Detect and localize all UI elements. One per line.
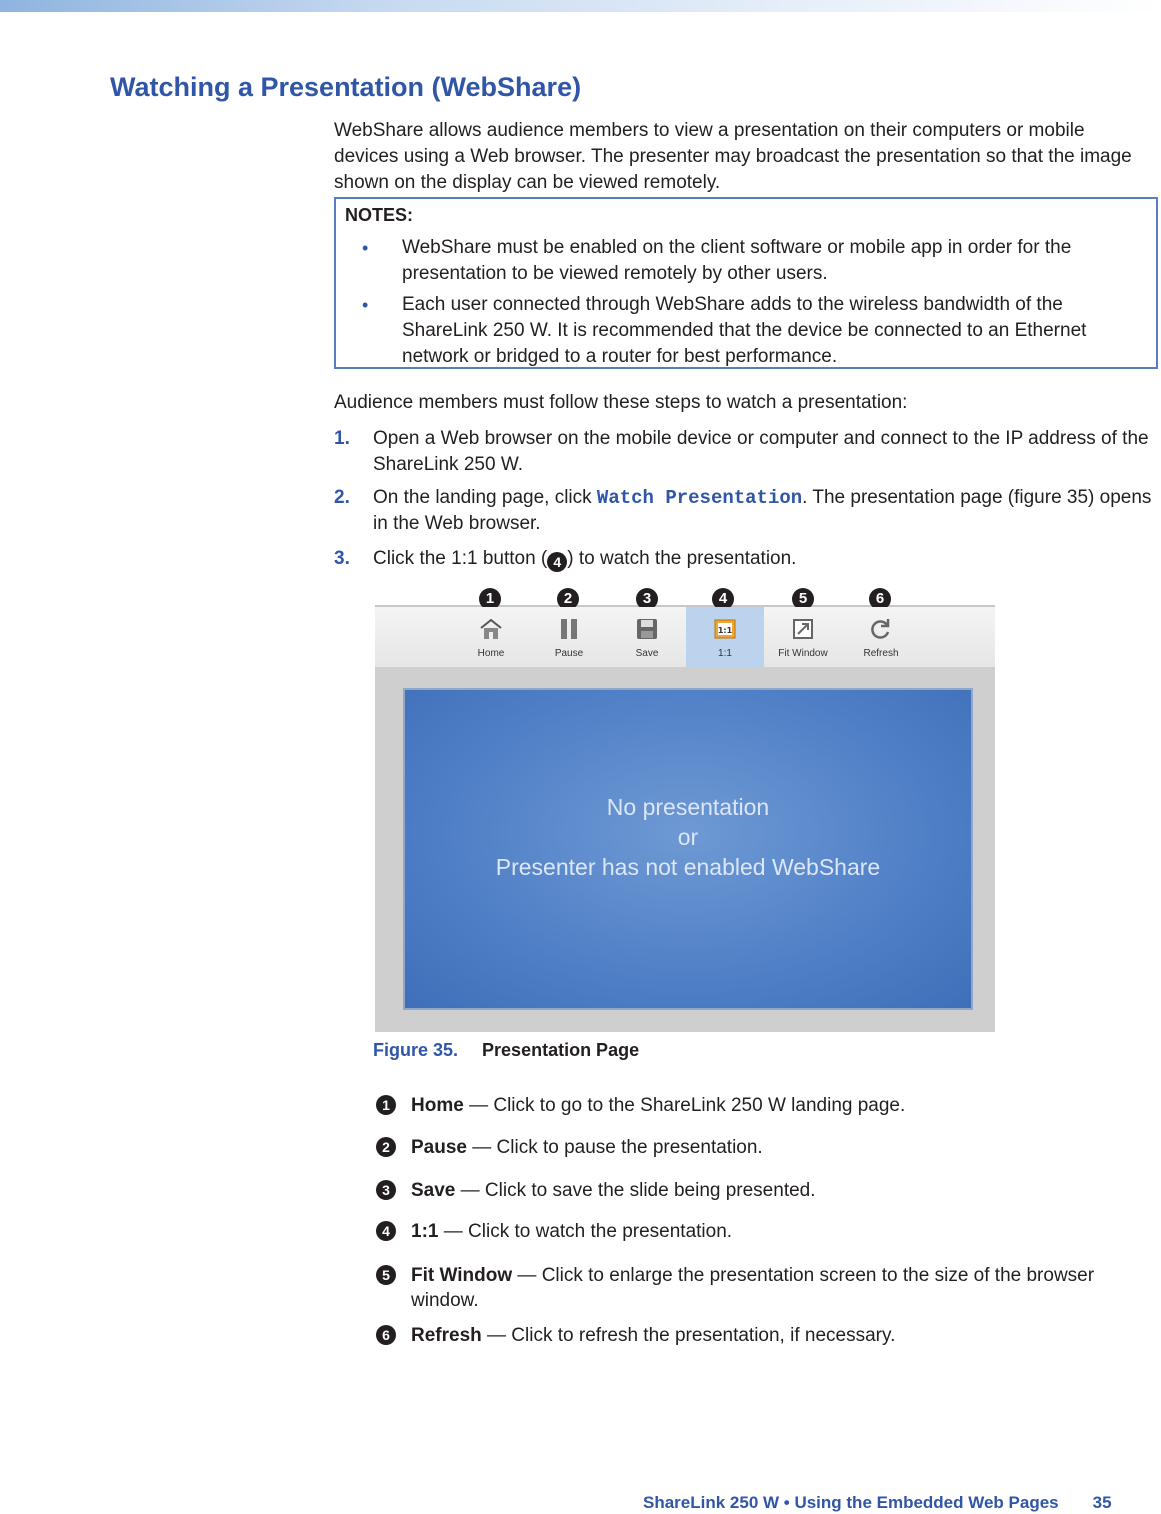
note-text: Each user connected through WebShare adds to the wireless bandwidth of the ShareLink 250 W. It is recommended that the device be connected to an Ethernet network or bridged to a router for best performance. — [402, 294, 1087, 367]
step-item — [334, 426, 1153, 478]
description-text: — Click to refresh the presentation, if necessary. — [481, 1325, 896, 1346]
intro-paragraph: WebShare allows audience members to view a presentation on their computers or mobile devices using a Web browser. The presenter may broadcast the presentation so that the image shown on the display can be viewed remotely. — [334, 120, 1132, 193]
screen-message-line: or — [677, 824, 699, 850]
step-text-pre: On the landing page, click — [373, 487, 597, 508]
presentation-screen — [403, 688, 973, 1010]
presentation-toolbar — [375, 607, 995, 667]
callout-6-icon: 6 — [869, 588, 891, 610]
step-text: Open a Web browser on the mobile device or computer and connect to the IP address of the ShareLink 250 W. — [373, 428, 1149, 475]
pause-label: Pause — [554, 648, 584, 659]
watch-presentation-code: Watch Presentation — [596, 487, 803, 509]
notes-box — [334, 197, 1158, 369]
callout-1-icon: 1 — [376, 1095, 396, 1115]
callout-5-icon: 5 — [376, 1265, 396, 1285]
one-to-one-button[interactable] — [686, 607, 764, 667]
step-text-pre: Click the 1:1 button ( — [373, 548, 548, 569]
description-item — [382, 1263, 1156, 1313]
description-item — [382, 1323, 1156, 1348]
description-text: — Click to go to the ShareLink 250 W landing page. — [463, 1095, 906, 1116]
description-term: 1:1 — [411, 1221, 439, 1242]
fit-window-button[interactable] — [764, 607, 842, 667]
step-text-post: ) to watch the presentation. — [567, 548, 797, 569]
note-item — [362, 292, 1142, 370]
presentation-page-figure — [375, 580, 995, 1032]
step-text-post: . The presentation page (figure 35) opens in the Web browser. — [373, 487, 1152, 534]
figure-number: Figure 35. — [373, 1040, 459, 1060]
step-number: 2. — [334, 487, 350, 508]
notes-title: NOTES: — [345, 205, 414, 225]
footer-text: ShareLink 250 W • Using the Embedded Web Pages — [643, 1493, 1059, 1512]
description-text: — Click to watch the presentation. — [438, 1221, 733, 1242]
description-term: Pause — [411, 1137, 467, 1158]
step-item — [334, 546, 1153, 572]
callout-2-icon: 2 — [376, 1137, 396, 1157]
pause-icon — [557, 617, 581, 641]
description-text: — Click to pause the presentation. — [466, 1137, 763, 1158]
save-icon — [635, 617, 659, 641]
refresh-button[interactable] — [842, 607, 920, 667]
screen-message-line: No presentation — [606, 794, 770, 820]
step-item — [334, 485, 1153, 537]
pause-button[interactable] — [530, 607, 608, 667]
figure-caption — [373, 1040, 639, 1061]
fit-window-icon — [791, 617, 815, 641]
callout-3-icon: 3 — [636, 588, 658, 610]
callout-5-icon: 5 — [792, 588, 814, 610]
one-to-one-icon — [713, 617, 737, 641]
bullet-icon: • — [362, 238, 369, 258]
bullet-icon: • — [362, 295, 369, 315]
note-item — [362, 235, 1142, 287]
description-item — [382, 1219, 1156, 1244]
description-item — [382, 1178, 1156, 1203]
callout-6-icon: 6 — [376, 1325, 396, 1345]
callout-4-icon: 4 — [712, 588, 734, 610]
step-number: 1. — [334, 428, 350, 449]
callout-1-icon: 1 — [479, 588, 501, 610]
section-heading: Watching a Presentation (WebShare) — [110, 72, 582, 102]
callout-2-icon: 2 — [557, 588, 579, 610]
home-button[interactable] — [452, 607, 530, 667]
steps-intro: Audience members must follow these steps to watch a presentation: — [334, 392, 908, 413]
description-text: — Click to enlarge the presentation screen to the size of the browser window. — [411, 1265, 1095, 1311]
description-term: Save — [411, 1180, 456, 1201]
step-number: 3. — [334, 548, 350, 569]
description-item — [382, 1093, 1156, 1118]
home-icon — [479, 617, 503, 641]
home-label: Home — [477, 648, 505, 659]
one-to-one-label: 1:1 — [718, 648, 732, 659]
save-button[interactable] — [608, 607, 686, 667]
svg-text:1:1: 1:1 — [717, 626, 733, 635]
callout-3-icon: 3 — [376, 1180, 396, 1200]
refresh-icon — [869, 617, 893, 641]
description-text: — Click to save the slide being presented. — [455, 1180, 816, 1201]
fit-window-label: Fit Window — [778, 648, 828, 659]
figure-title: Presentation Page — [482, 1040, 640, 1060]
description-term: Fit Window — [411, 1265, 513, 1286]
note-text: WebShare must be enabled on the client software or mobile app in order for the presentation to be viewed remotely by other users. — [402, 237, 1072, 284]
header-gradient-bar — [0, 0, 1161, 12]
description-term: Home — [411, 1095, 464, 1116]
refresh-label: Refresh — [863, 648, 899, 659]
callout-4-icon: 4 — [376, 1221, 396, 1241]
screen-message-line: Presenter has not enabled WebShare — [495, 854, 881, 880]
page-footer — [643, 1493, 1112, 1513]
page-number: 35 — [1092, 1493, 1112, 1512]
presentation-viewer — [375, 667, 995, 1032]
description-item — [382, 1135, 1156, 1160]
description-term: Refresh — [411, 1325, 482, 1346]
save-label: Save — [635, 648, 659, 659]
callout-4-icon: 4 — [547, 552, 567, 572]
